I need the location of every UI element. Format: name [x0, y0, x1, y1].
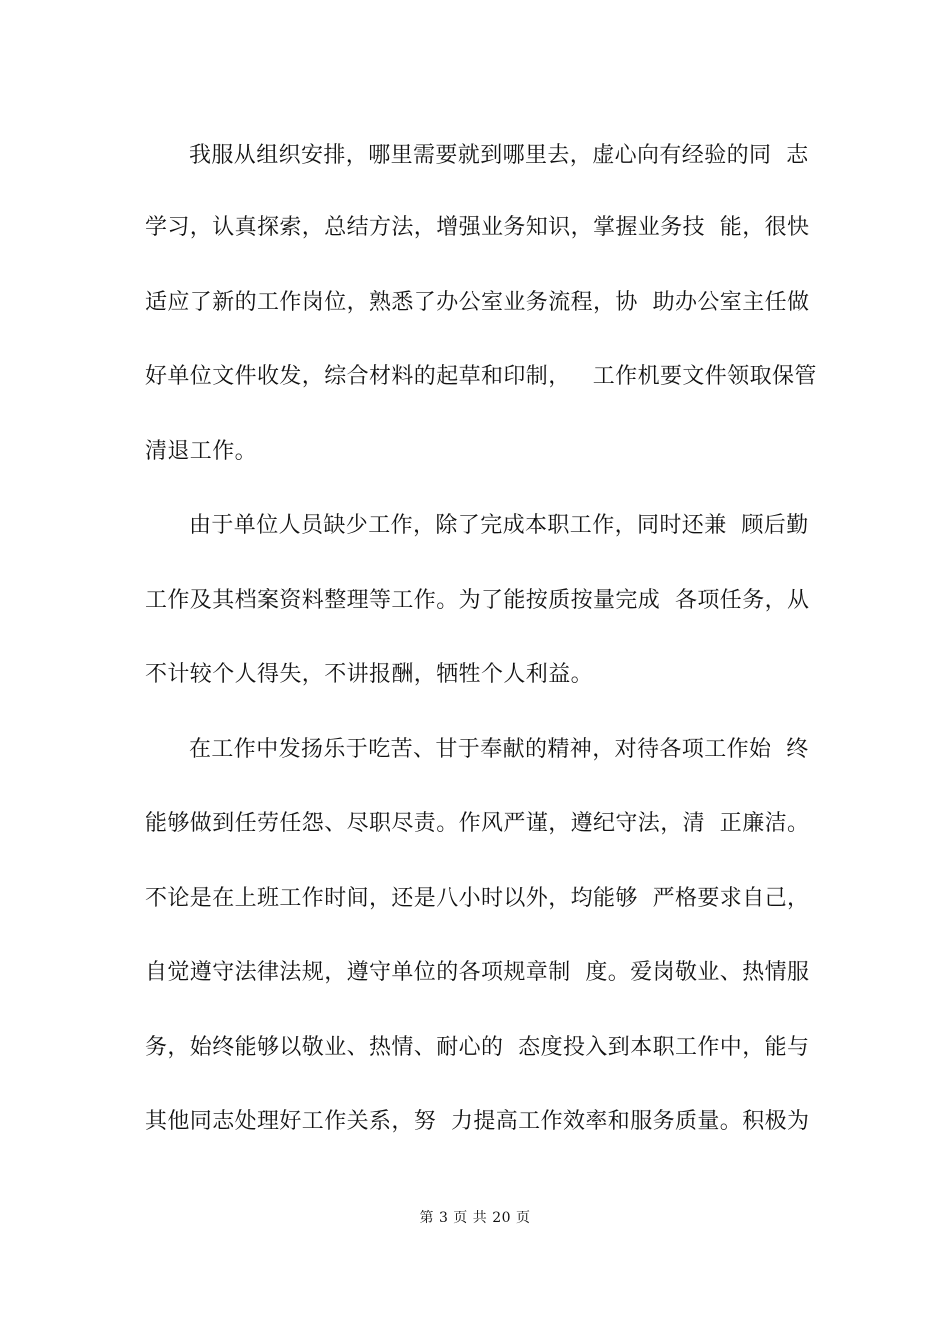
paragraph-3-line-2: 能够做到任劳任怨、尽职尽责。作风严谨，遵纪守法，清 正廉洁。 — [145, 811, 810, 836]
paragraph-1-line-4: 好单位文件收发，综合材料的起草和印制， 工作机要文件领取保管 — [145, 364, 817, 389]
paragraph-1-line-5: 清退工作。 — [145, 439, 258, 464]
paragraph-3-line-5: 务，始终能够以敬业、热情、耐心的 态度投入到本职工作中，能与 — [145, 1035, 810, 1060]
paragraph-3-line-4: 自觉遵守法律法规，遵守单位的各项规章制 度。爱岗敬业、热情服 — [145, 960, 810, 985]
paragraph-3-line-1: 在工作中发扬乐于吃苦、甘于奉献的精神，对待各项工作始 终 — [189, 737, 809, 762]
paragraph-2-line-2: 工作及其档案资料整理等工作。为了能按质按量完成 各项任务，从 — [145, 588, 810, 613]
paragraph-2-line-1: 由于单位人员缺少工作，除了完成本职工作，同时还兼 顾后勤 — [189, 513, 809, 538]
paragraph-2-line-3: 不计较个人得失，不讲报酬，牺牲个人利益。 — [145, 662, 594, 687]
paragraph-1-line-1: 我服从组织安排，哪里需要就到哪里去，虚心向有经验的同 志 — [189, 143, 809, 168]
page-number-footer: 第 3 页 共 20 页 — [419, 1210, 531, 1226]
paragraph-1-line-2: 学习，认真探索，总结方法，增强业务知识，掌握业务技 能，很快 — [145, 215, 810, 240]
paragraph-3-line-6: 其他同志处理好工作关系，努 力提高工作效率和服务质量。积极为 — [145, 1109, 810, 1134]
paragraph-1-line-3: 适应了新的工作岗位，熟悉了办公室业务流程，协 助办公室主任做 — [145, 290, 810, 315]
paragraph-3-line-3: 不论是在上班工作时间，还是八小时以外，均能够 严格要求自己， — [145, 886, 810, 911]
